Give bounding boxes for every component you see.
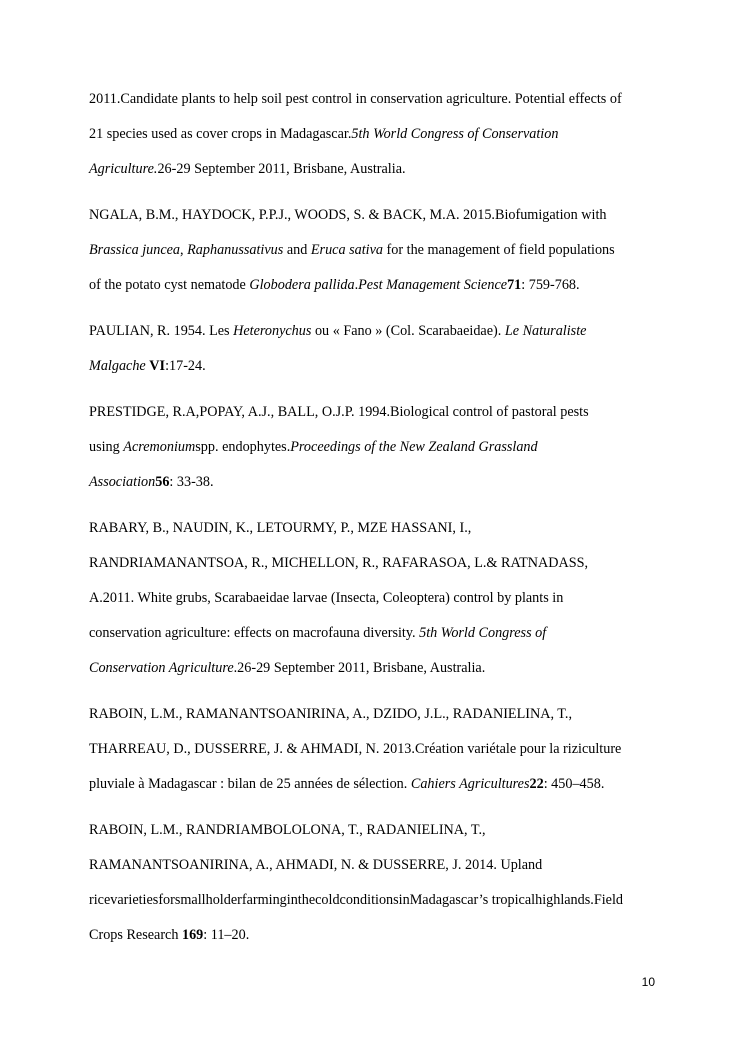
reference-line xyxy=(89,926,249,944)
text-run: ricevarietiesforsmallholderfarminginthecoldconditionsinMadagascar’s tropicalhighlands.Field xyxy=(89,892,623,908)
text-run: Pest Management Science xyxy=(358,277,508,293)
text-run: Globodera pallida xyxy=(249,277,355,293)
text-run: conservation agriculture: effects on macrofauna diversity. xyxy=(89,625,420,641)
text-run: 71 xyxy=(507,277,522,293)
text-run: Acremonium xyxy=(123,439,196,455)
reference-line xyxy=(89,554,588,572)
page-number: 10 xyxy=(641,975,655,989)
text-run: 56 xyxy=(155,474,170,490)
reference-line xyxy=(89,438,538,456)
reference-line xyxy=(89,589,563,607)
text-run: PAULIAN, R. 1954. Les xyxy=(89,323,234,339)
text-run: 21 species used as cover crops in Madagascar. xyxy=(89,126,352,142)
text-run: .26-29 September 2011, Brisbane, Australia. xyxy=(233,660,486,676)
text-run: Conservation Agriculture xyxy=(89,660,234,676)
text-run: Le Naturaliste xyxy=(504,323,587,339)
text-run: VI xyxy=(149,358,166,374)
text-run: using xyxy=(89,439,124,455)
text-run: RAMANANTSOANIRINA, A., AHMADI, N. & DUSSERRE, J. 2014. Upland xyxy=(89,857,543,873)
reference-line xyxy=(89,160,406,178)
text-run: Proceedings of the New Zealand Grassland xyxy=(290,439,538,455)
reference-line xyxy=(89,519,471,537)
text-run: 26-29 September 2011, Brisbane, Australia. xyxy=(157,161,406,177)
text-run: PRESTIDGE, R.A,POPAY, A.J., BALL, O.J.P. 1994.Biological control of pastoral pests xyxy=(89,404,589,420)
text-run: Brassica juncea xyxy=(89,242,181,258)
reference-line xyxy=(89,206,607,224)
text-run: Agriculture. xyxy=(89,161,158,177)
reference-line xyxy=(89,357,206,375)
reference-line xyxy=(89,90,622,108)
text-run: for the management of field populations xyxy=(383,242,615,258)
text-run: Crops Research xyxy=(89,927,182,943)
text-run: : 33-38. xyxy=(169,474,214,490)
text-run: pluviale à Madagascar : bilan de 25 années de sélection. xyxy=(89,776,411,792)
text-run: 5th World Congress of xyxy=(419,625,547,641)
text-run: Eruca sativa xyxy=(310,242,383,258)
reference-line xyxy=(89,821,486,839)
text-run: and xyxy=(283,242,311,258)
text-run: 5th World Congress of Conservation xyxy=(351,126,559,142)
reference-line xyxy=(89,322,586,340)
text-run: RABARY, B., NAUDIN, K., LETOURMY, P., MZE HASSANI, I., xyxy=(89,520,472,536)
reference-line xyxy=(89,473,214,491)
reference-line xyxy=(89,403,589,421)
text-run: RABOIN, L.M., RAMANANTSOANIRINA, A., DZIDO, J.L., RADANIELINA, T., xyxy=(89,706,573,722)
text-run: Cahiers Agricultures xyxy=(410,776,530,792)
reference-line xyxy=(89,856,542,874)
text-run: Heteronychus xyxy=(233,323,312,339)
reference-line xyxy=(89,241,615,259)
text-run: :17-24. xyxy=(165,358,206,374)
reference-line xyxy=(89,891,623,909)
text-run: 2011.Candidate plants to help soil pest control in conservation agriculture. Potential effects of xyxy=(89,91,622,107)
text-run: RANDRIAMANANTSOA, R., MICHELLON, R., RAFARASOA, L.& RATNADASS, xyxy=(89,555,589,571)
text-run: spp. endophytes. xyxy=(195,439,291,455)
text-run: . xyxy=(354,277,359,293)
reference-line xyxy=(89,276,580,294)
text-run: : 450–458. xyxy=(543,776,605,792)
reference-line xyxy=(89,775,604,793)
text-run: 169 xyxy=(181,927,204,943)
text-run: : 759-768. xyxy=(521,277,580,293)
reference-line xyxy=(89,705,572,723)
text-run: , xyxy=(180,242,188,258)
text-run: NGALA, B.M., HAYDOCK, P.P.J., WOODS, S. & BACK, M.A. 2015.Biofumigation with xyxy=(89,207,607,223)
reference-line xyxy=(89,624,546,642)
reference-line xyxy=(89,659,485,677)
text-run: A.2011. White grubs, Scarabaeidae larvae (Insecta, Coleoptera) control by plants in xyxy=(89,590,564,606)
text-run: ou « Fano » (Col. Scarabaeidae). xyxy=(311,323,505,339)
text-run: 22 xyxy=(529,776,544,792)
text-run: Association xyxy=(89,474,156,490)
reference-line xyxy=(89,125,558,143)
text-run: RABOIN, L.M., RANDRIAMBOLOLONA, T., RADANIELINA, T., xyxy=(89,822,486,838)
text-run: THARREAU, D., DUSSERRE, J. & AHMADI, N. 2013.Création variétale pour la riziculture xyxy=(89,741,622,757)
text-run: Malgache xyxy=(89,358,146,374)
text-run: : 11–20. xyxy=(203,927,250,943)
text-run: of the potato cyst nematode xyxy=(89,277,250,293)
reference-line xyxy=(89,740,621,758)
text-run: Raphanussativus xyxy=(187,242,284,258)
